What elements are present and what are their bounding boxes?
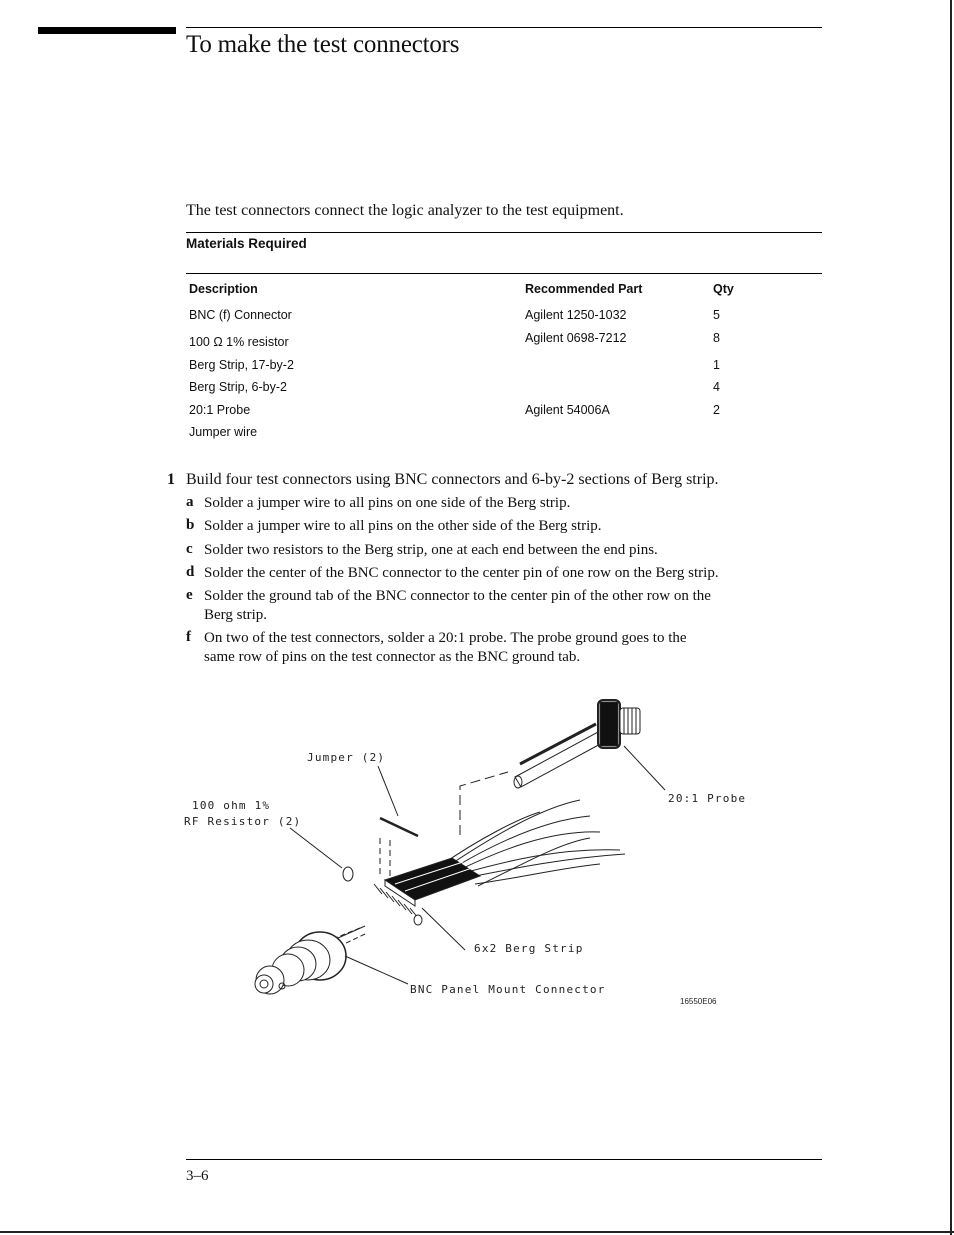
substep-letter: b xyxy=(186,517,195,533)
cell-qty: 5 xyxy=(713,308,720,322)
label-berg-strip: 6x2 Berg Strip xyxy=(474,942,584,955)
cell-description: Berg Strip, 17-by-2 xyxy=(189,358,294,372)
probe-illustration xyxy=(514,700,640,788)
substep-text: Solder the center of the BNC connector to the center pin of one row on the Berg strip. xyxy=(204,565,719,581)
label-resistor-line1: 100 ohm 1% xyxy=(192,799,271,812)
page-edge-right xyxy=(950,0,952,1235)
step-number: 1 xyxy=(167,471,175,488)
substep-letter: e xyxy=(186,587,193,603)
test-connector-diagram xyxy=(160,688,780,1018)
cell-qty: 2 xyxy=(713,403,720,417)
column-header-qty: Qty xyxy=(713,282,734,296)
cell-description: BNC (f) Connector xyxy=(189,308,292,322)
jumper-leader xyxy=(378,766,398,816)
label-bnc-connector: BNC Panel Mount Connector xyxy=(410,983,606,996)
intro-text: The test connectors connect the logic analyzer to the test equipment. xyxy=(186,202,624,219)
step-text: Build four test connectors using BNC connectors and 6-by-2 sections of Berg strip. xyxy=(186,471,719,488)
substep-text: Solder two resistors to the Berg strip, one at each end between the end pins. xyxy=(204,542,658,558)
bnc-connector xyxy=(255,926,365,994)
cell-description: Jumper wire xyxy=(189,425,258,439)
label-resistor-line2: RF Resistor (2) xyxy=(184,815,302,828)
page-title: To make the test connectors xyxy=(186,31,460,58)
cell-part: Agilent 1250-1032 xyxy=(525,308,627,322)
materials-heading: Materials Required xyxy=(186,236,307,251)
page-edge-bottom xyxy=(0,1231,954,1233)
berg-leader xyxy=(422,908,465,950)
substep-letter: d xyxy=(186,564,195,580)
cell-qty: 1 xyxy=(713,358,720,372)
substep-letter: a xyxy=(186,494,194,510)
column-header-description: Description xyxy=(189,282,258,296)
substep-letter: f xyxy=(186,629,191,645)
substep-letter: c xyxy=(186,541,193,557)
substep-text: Solder the ground tab of the BNC connector to the center pin of the other row on the xyxy=(204,588,711,604)
bnc-leader xyxy=(345,956,408,984)
cell-qty: 4 xyxy=(713,380,720,394)
label-probe: 20:1 Probe xyxy=(668,792,747,805)
label-jumper: Jumper (2) xyxy=(307,751,386,764)
column-header-part: Recommended Part xyxy=(525,282,643,296)
page-number: 3–6 xyxy=(186,1168,209,1184)
cell-part: Agilent 54006A xyxy=(525,403,610,417)
title-rule xyxy=(186,27,822,28)
cell-description: Berg Strip, 6-by-2 xyxy=(189,380,287,394)
berg-strip xyxy=(374,858,480,925)
substep-text-continued: Berg strip. xyxy=(204,607,268,623)
substep-text: Solder a jumper wire to all pins on one side of the Berg strip. xyxy=(204,495,571,511)
substep-text: On two of the test connectors, solder a 20:1 probe. The probe ground goes to the xyxy=(204,630,687,646)
substep-text: Solder a jumper wire to all pins on the other side of the Berg strip. xyxy=(204,518,602,534)
cell-part: Agilent 0698-7212 xyxy=(525,331,627,345)
probe-leader xyxy=(624,746,665,790)
cell-description: 100 Ω 1% resistor xyxy=(189,335,289,349)
substep-text-continued: same row of pins on the test connector as the BNC ground tab. xyxy=(204,649,581,665)
probe-dashed-line xyxy=(460,772,508,835)
cell-qty: 8 xyxy=(713,331,720,345)
figure-id: 16550E06 xyxy=(680,997,717,1006)
materials-rule-top xyxy=(186,232,822,233)
materials-rule-bottom xyxy=(186,273,822,274)
resistor xyxy=(343,867,353,881)
cell-description: 20:1 Probe xyxy=(189,403,251,417)
resistor-leader xyxy=(290,828,342,868)
footer-rule xyxy=(186,1159,822,1160)
title-bar xyxy=(38,27,176,34)
jumper-wire xyxy=(380,818,418,836)
